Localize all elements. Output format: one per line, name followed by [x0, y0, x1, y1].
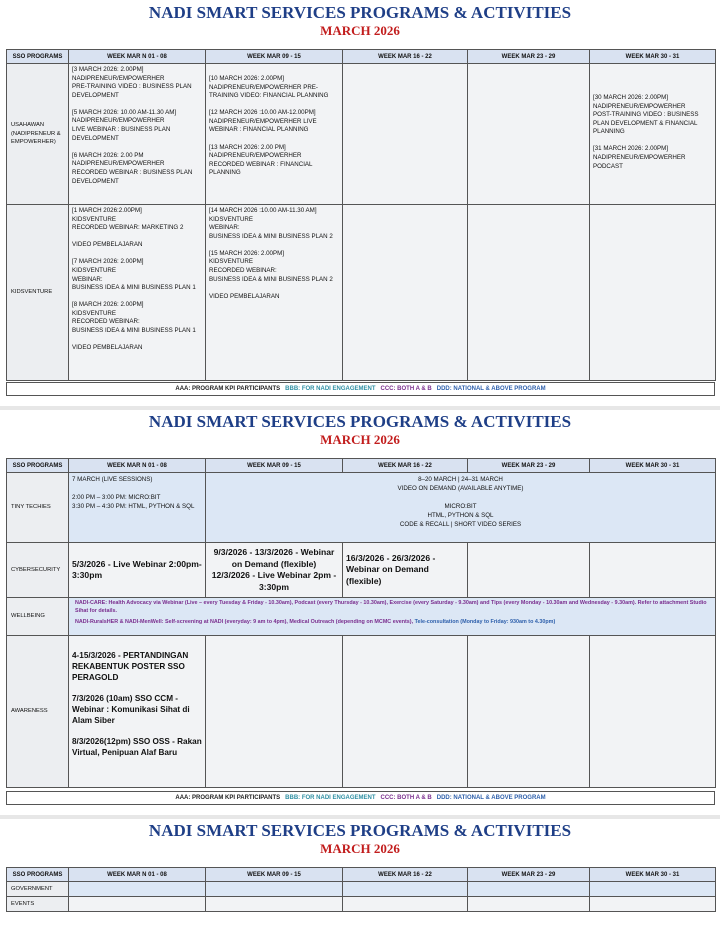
cybersecurity-week2: 9/3/2026 - 13/3/2026 - Webinar on Demand (flexible) 12/3/2026 - Live Webinar 2pm - 3:30pm — [206, 543, 343, 598]
col-header-week3: WEEK MAR 16 - 22 — [343, 868, 468, 882]
kidsventure-w1-item: [8 MARCH 2026: 2.00PM] KIDSVENTURE RECORDED WEBINAR: BUSINESS IDEA & MINI BUSINESS PLAN 1 — [72, 301, 196, 335]
row-label-government: GOVERNMENT — [7, 882, 69, 897]
table-header-row — [7, 50, 716, 64]
tiny-techies-vod-item: MICRO:BIT HTML, PYTHON & SQL CODE & RECALL | SHORT VIDEO SERIES — [399, 502, 522, 528]
usahawan-w2-item: [13 MARCH 2026: 2.00 PM] NADIPRENEUR/EMPOWERHER RECORDED WEBINAR : FINANCIAL PLANNING — [209, 143, 313, 177]
legend-ccc: CCC: BOTH A & B — [380, 795, 432, 801]
page-month: MARCH 2026 — [320, 841, 400, 856]
row-label-usahawan: USAHAWAN (NADIPRENEUR & EMPOWERHER) — [7, 64, 69, 205]
row-label-cybersecurity: CYBERSECURITY — [7, 543, 69, 598]
schedule-table-1 — [6, 49, 716, 381]
row-label-wellbeing: WELLBEING — [7, 598, 69, 636]
col-header-week2: WEEK MAR 09 - 15 — [206, 50, 343, 64]
col-header-programs: SSO PROGRAMS — [7, 50, 69, 64]
row-kidsventure — [7, 205, 716, 381]
section-3 — [0, 822, 720, 912]
awareness-week2 — [206, 636, 343, 788]
legend-ccc: CCC: BOTH A & B — [380, 386, 432, 392]
usahawan-week2 — [206, 64, 343, 205]
awareness-item: 7/3/2026 (10am) SSO CCM - Webinar : Komunikasi Sihat di Alam Siber — [72, 694, 190, 725]
legend-aaa: AAA: PROGRAM KPI PARTICIPANTS — [175, 386, 281, 392]
government-week3 — [343, 882, 468, 897]
events-week1 — [69, 897, 206, 912]
events-week3 — [343, 897, 468, 912]
awareness-week4 — [468, 636, 590, 788]
row-label-tiny-techies: TINY TECHIES — [7, 473, 69, 543]
cybersecurity-week4 — [468, 543, 590, 598]
col-header-week5: WEEK MAR 30 - 31 — [590, 50, 716, 64]
kidsventure-w1-item: VIDEO PEMBELAJARAN — [72, 344, 143, 352]
page-header-3 — [0, 822, 720, 856]
usahawan-w1-item: [3 MARCH 2026: 2.00PM] NADIPRENEUR/EMPOWERHER PRE-TRAINING VIDEO : BUSINESS PLAN DEVELOPMENT — [72, 66, 192, 99]
kidsventure-week4 — [468, 205, 590, 381]
awareness-week5 — [590, 636, 716, 788]
government-week4 — [468, 882, 590, 897]
usahawan-week5 — [590, 64, 716, 205]
page-title: NADI SMART SERVICES PROGRAMS & ACTIVITIES — [148, 3, 572, 22]
government-week5 — [590, 882, 716, 897]
page-month: MARCH 2026 — [320, 432, 400, 447]
schedule-table-2 — [6, 458, 716, 788]
col-header-week4: WEEK MAR 23 - 29 — [468, 459, 590, 473]
events-week4 — [468, 897, 590, 912]
usahawan-w5-item: [30 MARCH 2026: 2.00PM] NADIPRENEUR/EMPOWERHER POST-TRAINING VIDEO : BUSINESS PLAN DEVELOPMENT & FINANCIAL PLANNING — [593, 94, 699, 136]
page-divider — [0, 406, 720, 410]
events-week2 — [206, 897, 343, 912]
awareness-week3 — [343, 636, 468, 788]
col-header-week5: WEEK MAR 30 - 31 — [590, 868, 716, 882]
row-cybersecurity — [7, 543, 716, 598]
col-header-week1: WEEK MAR N 01 - 08 — [69, 868, 206, 882]
cybersecurity-week3: 16/3/2026 - 26/3/2026 - Webinar on Demand (flexible) — [343, 543, 468, 598]
page-title: NADI SMART SERVICES PROGRAMS & ACTIVITIES — [148, 412, 572, 431]
legend-bbb: BBB: FOR NADI ENGAGEMENT — [285, 795, 376, 801]
row-label-kidsventure: KIDSVENTURE — [7, 205, 69, 381]
kidsventure-week2 — [206, 205, 343, 381]
row-usahawan — [7, 64, 716, 205]
row-wellbeing — [7, 598, 716, 636]
legend-bar-1 — [6, 382, 715, 396]
col-header-week5: WEEK MAR 30 - 31 — [590, 459, 716, 473]
row-label-awareness: AWARENESS — [7, 636, 69, 788]
usahawan-w5-item: [31 MARCH 2026: 2.00PM] NADIPRENEUR/EMPOWERHER PODCAST — [593, 145, 686, 170]
cybersecurity-week1: 5/3/2026 - Live Webinar 2:00pm-3:30pm — [69, 543, 206, 598]
usahawan-w1-item: [6 MARCH 2026: 2.00 PM NADIPRENEUR/EMPOWERHER RECORDED WEBINAR : BUSINESS PLAN DEVELOPMENT — [72, 151, 193, 185]
section-2 — [0, 413, 720, 805]
page-divider — [0, 815, 720, 819]
col-header-programs: SSO PROGRAMS — [7, 868, 69, 882]
kidsventure-w1-item: [1 MARCH 2026:2.00PM] KIDSVENTURE RECORDED WEBINAR: MARKETING 2 — [72, 207, 184, 232]
usahawan-week3 — [343, 64, 468, 205]
usahawan-week1 — [69, 64, 206, 205]
government-week2 — [206, 882, 343, 897]
legend-bbb: BBB: FOR NADI ENGAGEMENT — [285, 386, 376, 392]
row-tiny-techies — [7, 473, 716, 543]
events-week5 — [590, 897, 716, 912]
awareness-item: 8/3/2026(12pm) SSO OSS - Rakan Virtual, Penipuan Alaf Baru — [72, 737, 202, 757]
kidsventure-week5 — [590, 205, 716, 381]
col-header-week1: WEEK MAR N 01 - 08 — [69, 459, 206, 473]
wellbeing-ruralsher: NADI-RuralsHER & NADI-MenWell: Self-screening at NADI (everyday: 9 am to 4pm), Medical Outreach (depending on MCMC events), — [75, 619, 414, 626]
tiny-techies-week1 — [69, 473, 206, 543]
kidsventure-w2-item: [15 MARCH 2026: 2.00PM] KIDSVENTURE RECORDED WEBINAR: BUSINESS IDEA & MINI BUSINESS PLAN 2 — [209, 249, 333, 283]
legend-ddd: DDD: NATIONAL & ABOVE PROGRAM — [436, 795, 546, 801]
usahawan-w2-item: [12 MARCH 2026 :10.00 AM-12.00PM] NADIPRENEUR/EMPOWERHER LIVE WEBINAR : FINANCIAL PLANNING — [209, 109, 317, 134]
cybersecurity-week5 — [590, 543, 716, 598]
row-events — [7, 897, 716, 912]
col-header-week2: WEEK MAR 09 - 15 — [206, 868, 343, 882]
kidsventure-w1-item: [7 MARCH 2026: 2.00PM] KIDSVENTURE WEBINAR: BUSINESS IDEA & MINI BUSINESS PLAN 1 — [72, 258, 196, 292]
page-header-2 — [0, 413, 720, 447]
tiny-techies-w1-item: 2:00 PM – 3:00 PM: MICRO:BIT 3:30 PM – 4:30 PM: HTML, PYTHON & SQL — [72, 493, 195, 510]
legend-ddd: DDD: NATIONAL & ABOVE PROGRAM — [436, 386, 546, 392]
legend-aaa: AAA: PROGRAM KPI PARTICIPANTS — [175, 795, 281, 801]
kidsventure-w2-item: VIDEO PEMBELAJARAN — [209, 292, 280, 300]
tiny-techies-w1-item: 7 MARCH (LIVE SESSIONS) — [72, 476, 153, 483]
table-header-row — [7, 868, 716, 882]
col-header-week3: WEEK MAR 16 - 22 — [343, 459, 468, 473]
page-header-1 — [0, 4, 720, 38]
col-header-week4: WEEK MAR 23 - 29 — [468, 50, 590, 64]
kidsventure-w2-item: [14 MARCH 2026 :10.00 AM-11.30 AM] KIDSVENTURE WEBINAR: BUSINESS IDEA & MINI BUSINESS PLAN 2 — [209, 207, 333, 240]
usahawan-w1-item: [5 MARCH 2026: 10.00 AM-11.30 AM] NADIPRENEUR/EMPOWERHER LIVE WEBINAR : BUSINESS PLAN DEVELOPMENT — [72, 108, 177, 142]
col-header-week3: WEEK MAR 16 - 22 — [343, 50, 468, 64]
wellbeing-teleconsult: Tele-consultation (Monday to Friday: 930am to 4.30pm) — [414, 619, 556, 626]
page-title: NADI SMART SERVICES PROGRAMS & ACTIVITIES — [148, 821, 572, 840]
table-header-row — [7, 459, 716, 473]
col-header-week4: WEEK MAR 23 - 29 — [468, 868, 590, 882]
schedule-table-3 — [6, 867, 716, 912]
kidsventure-w1-item: VIDEO PEMBELAJARAN — [72, 241, 143, 249]
government-week1 — [69, 882, 206, 897]
wellbeing-line2 — [75, 619, 709, 627]
wellbeing-span — [69, 598, 716, 636]
kidsventure-week3 — [343, 205, 468, 381]
usahawan-w2-item: [10 MARCH 2026: 2.00PM] NADIPRENEUR/EMPOWERHER PRE-TRAINING VIDEO: FINANCIAL PLANNING — [209, 75, 329, 100]
row-awareness — [7, 636, 716, 788]
awareness-item: 4-15/3/2026 - PERTANDINGAN REKABENTUK POSTER SSO PERAGOLD — [72, 651, 189, 682]
tiny-techies-vod-item: 8–20 MARCH | 24–31 MARCH VIDEO ON DEMAND (AVAILABLE ANYTIME) — [397, 476, 524, 492]
row-government — [7, 882, 716, 897]
col-header-week2: WEEK MAR 09 - 15 — [206, 459, 343, 473]
row-label-events: EVENTS — [7, 897, 69, 912]
section-1 — [0, 4, 720, 396]
col-header-week1: WEEK MAR N 01 - 08 — [69, 50, 206, 64]
wellbeing-nadi-care: NADI-CARE: Health Advocacy via Webinar (Live – every Tuesday & Friday - 10.30am), Podcast (every Thursday - 10.30am), Exercise (every Saturday - 9.30am) and Tips (every Monday - 10.30am and Wednesday - 9.30am). Refer to attachment Studio Sihat for details. — [75, 600, 707, 614]
kidsventure-week1 — [69, 205, 206, 381]
page-month: MARCH 2026 — [320, 23, 400, 38]
legend-bar-2 — [6, 791, 715, 805]
tiny-techies-vod-span — [206, 473, 716, 543]
awareness-week1 — [69, 636, 206, 788]
usahawan-week4 — [468, 64, 590, 205]
col-header-programs: SSO PROGRAMS — [7, 459, 69, 473]
